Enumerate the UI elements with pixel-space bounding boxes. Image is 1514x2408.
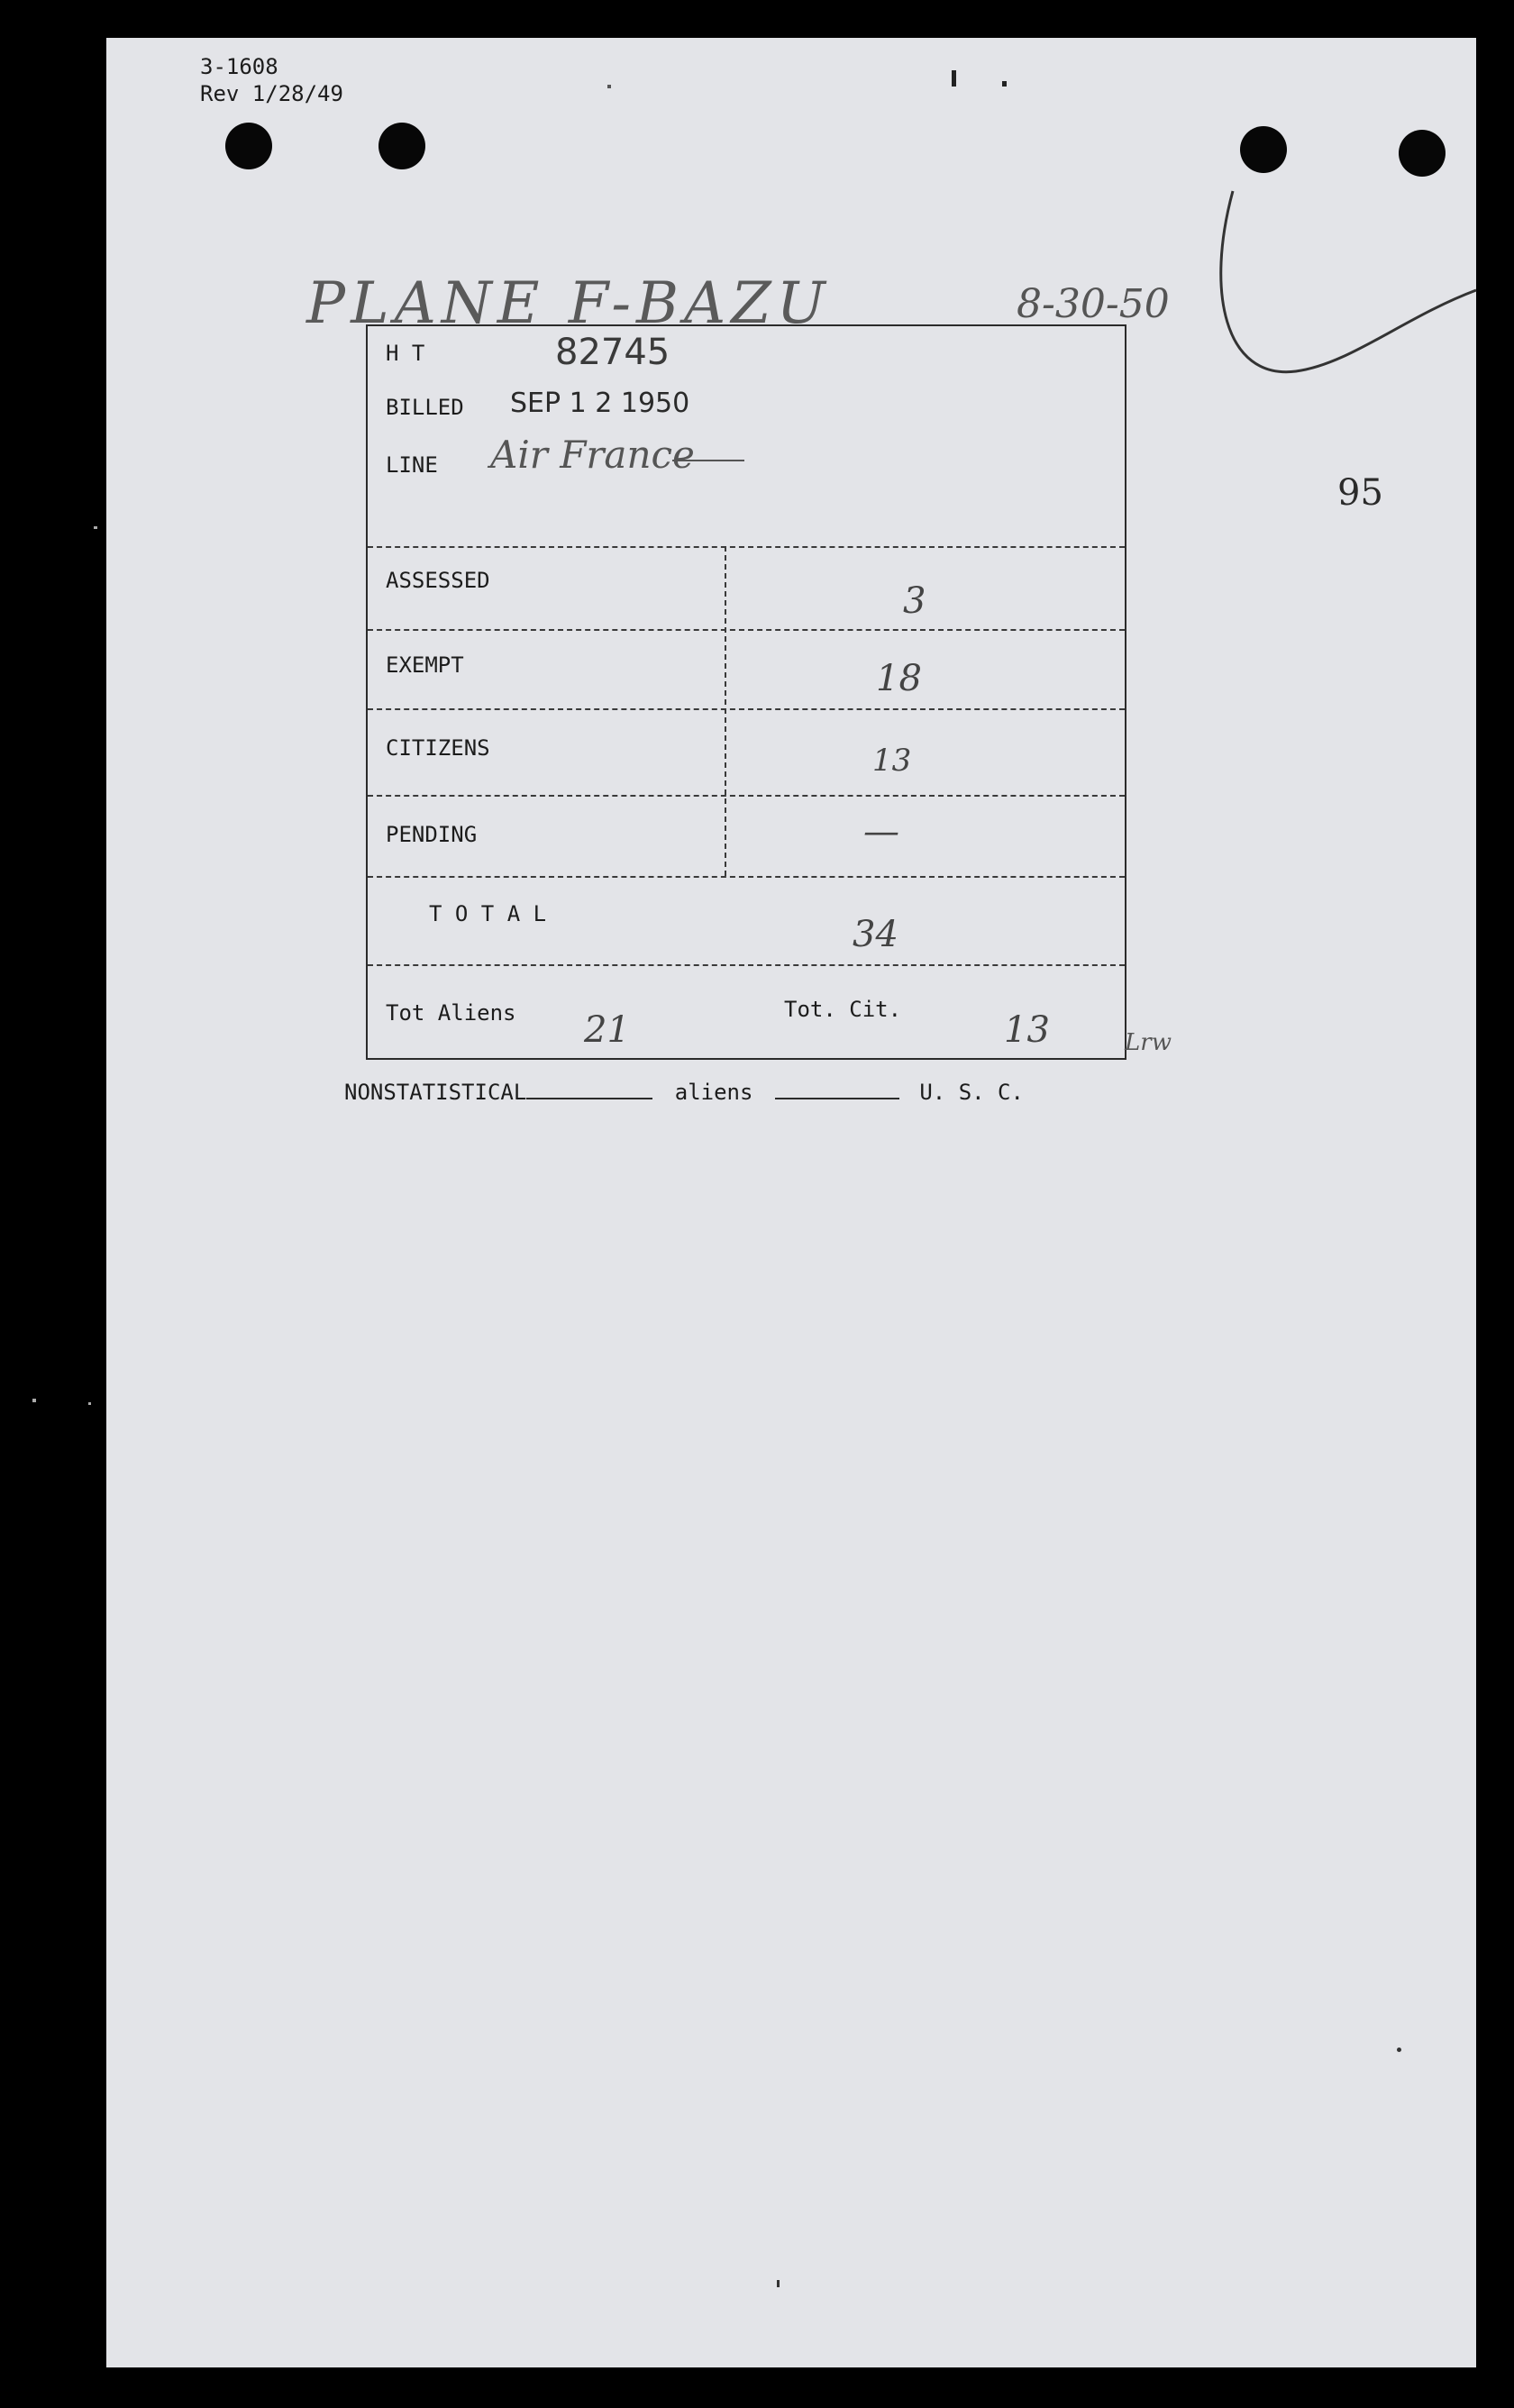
- billed-date-stamp: SEP 1 2 1950: [510, 388, 690, 419]
- tot-cit-value: 13: [1004, 1009, 1050, 1051]
- punch-hole-2: [378, 123, 425, 169]
- nonstatistical-line: [344, 1080, 1024, 1105]
- manifest-tally-form: [366, 324, 1126, 1060]
- scan-speck: [607, 85, 611, 88]
- total-value: 34: [853, 914, 898, 955]
- usc-label: U. S. C.: [919, 1080, 1024, 1105]
- handwritten-initials: Lrw: [1125, 1029, 1172, 1056]
- handwritten-curve-mark: [1215, 155, 1485, 407]
- scan-speck: [1397, 2048, 1401, 2052]
- ht-label: H T: [386, 341, 425, 366]
- handwritten-date: 8-30-50: [1017, 281, 1170, 327]
- row-value-exempt: 18: [876, 658, 922, 699]
- nonstatistical-blank: [526, 1081, 652, 1099]
- line-value-handwritten: Air France: [490, 433, 695, 477]
- line-underline-stroke: [672, 460, 744, 461]
- aliens-blank: [775, 1081, 899, 1099]
- scan-speck: [88, 1402, 91, 1405]
- row-label-pending: PENDING: [386, 822, 478, 847]
- scan-speck: [32, 1399, 36, 1402]
- total-label: T O T A L: [429, 901, 547, 926]
- scan-speck: [952, 70, 956, 87]
- form-revision: Rev 1/28/49: [200, 81, 343, 106]
- row-label-exempt: EXEMPT: [386, 652, 464, 678]
- aliens-label: aliens: [674, 1080, 753, 1105]
- form-divider: [368, 876, 1125, 878]
- billed-label: BILLED: [386, 395, 464, 420]
- row-label-citizens: CITIZENS: [386, 735, 490, 761]
- form-divider: [368, 629, 1125, 631]
- form-divider: [368, 708, 1125, 710]
- scan-speck: [1002, 81, 1007, 87]
- punch-hole-1: [225, 123, 272, 169]
- tot-aliens-label: Tot Aliens: [386, 1000, 516, 1026]
- form-divider: [368, 964, 1125, 966]
- form-divider: [368, 795, 1125, 797]
- ht-number: 82745: [555, 332, 670, 373]
- scan-speck: [777, 2280, 780, 2287]
- row-value-assessed: 3: [903, 580, 926, 622]
- row-label-assessed: ASSESSED: [386, 568, 490, 593]
- column-divider: [725, 546, 726, 876]
- tot-aliens-value: 21: [584, 1009, 630, 1051]
- page-number: 95: [1337, 472, 1383, 514]
- scan-speck: [94, 526, 97, 529]
- row-value-pending: —: [863, 811, 899, 853]
- line-label: LINE: [386, 452, 438, 478]
- nonstatistical-label: NONSTATISTICAL: [344, 1080, 527, 1105]
- row-value-citizens: 13: [872, 743, 912, 779]
- handwritten-plane-id: PLANE F-BAZU: [306, 270, 831, 337]
- form-divider: [368, 546, 1125, 548]
- tot-cit-label: Tot. Cit.: [784, 997, 902, 1022]
- document-page: [106, 38, 1476, 2367]
- form-number: 3-1608: [200, 54, 278, 79]
